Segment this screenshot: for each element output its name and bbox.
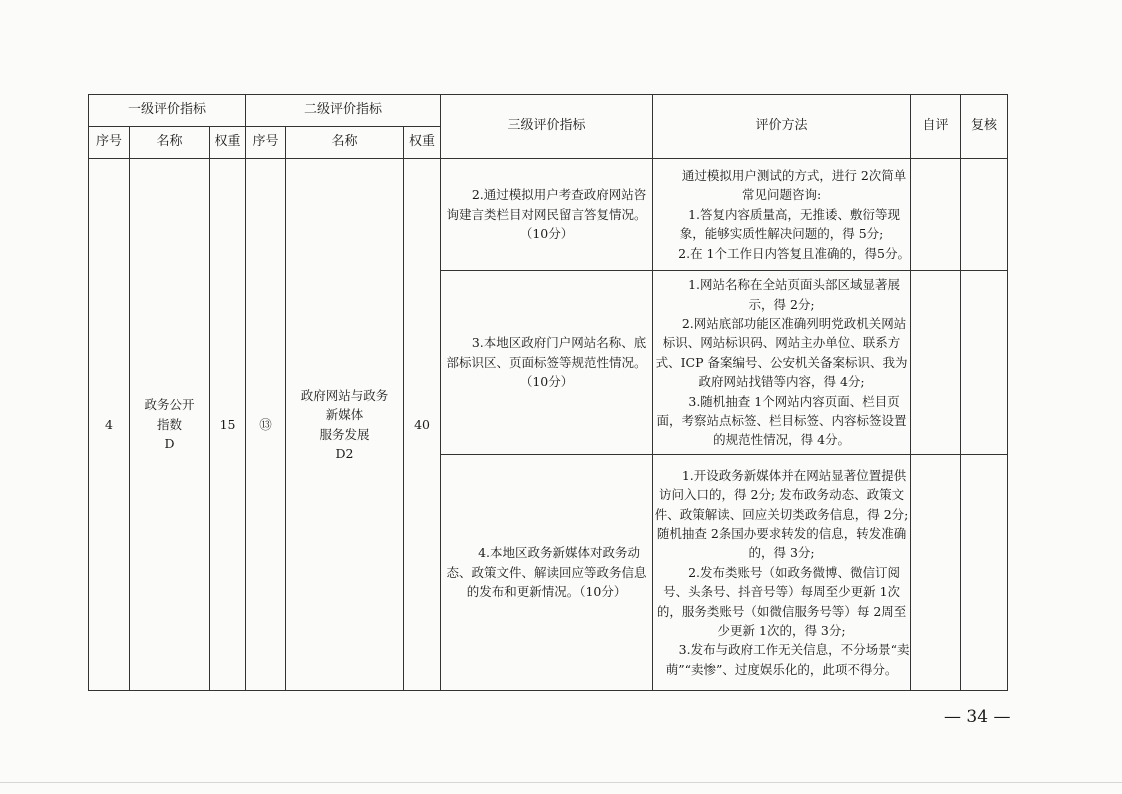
evaluation-table bbox=[88, 94, 1008, 691]
header-l2-weight: 权重 bbox=[404, 127, 441, 159]
l1-weight: 15 bbox=[210, 159, 246, 691]
method-2-line: 2.网站底部功能区准确列明党政机关网站标识、网站标识码、网站主办单位、联系方式、ICP 备案编号、公安机关备案标识、我为政府网站找错等内容，得 4分; bbox=[655, 316, 908, 390]
method-3-line: 2.发布类账号（如政务微博、微信订阅号、头条号、抖音号等）每周至少更新 1次的，服务类账号（如微信服务号等）每 2周至少更新 1次的，得 3分; bbox=[656, 564, 907, 638]
criterion-3: 4.本地区政务新媒体对政务动态、政策文件、解读回应等政务信息的发布和更新情况。（10分） bbox=[441, 455, 653, 691]
criterion-2: 3.本地区政府门户网站名称、底部标识区、页面标签等规范性情况。（10分） bbox=[441, 271, 653, 455]
l1-name-line1: 政务公开 bbox=[144, 397, 195, 413]
l1-name-line3: D bbox=[164, 436, 175, 452]
l2-name-line3: 服务发展 bbox=[319, 426, 370, 442]
review-score-3[interactable] bbox=[961, 455, 1008, 691]
method-3-line: 3.发布与政府工作无关信息，不分场景“卖萌”“卖惨”、过度娱乐化的，此项不得分。 bbox=[665, 642, 910, 677]
l1-name-line2: 指数 bbox=[156, 416, 182, 432]
l1-name bbox=[130, 159, 210, 691]
header-level1: 一级评价指标 bbox=[89, 95, 246, 127]
self-score-3[interactable] bbox=[911, 455, 961, 691]
l2-weight: 40 bbox=[404, 159, 441, 691]
method-1-line: 1.答复内容质量高，无推诿、敷衍等现象，能够实质性解决问题的，得 5分; bbox=[679, 206, 901, 242]
method-3-line: 1.开设政务新媒体并在网站显著位置提供访问入口的，得 2分; 发布政务动态、政策文件、政策解读、回应关切类政务信息，得 2分; 随机抽查 2条国办要求转发的信息，转发准确的，得 3分; bbox=[654, 467, 909, 561]
header-method: 评价方法 bbox=[653, 95, 911, 159]
method-1 bbox=[653, 159, 911, 271]
header-self: 自评 bbox=[911, 95, 961, 159]
method-2 bbox=[653, 271, 911, 455]
review-score-1[interactable] bbox=[961, 159, 1008, 271]
method-1-line: 2.在 1个工作日内答复且准确的，得5分。 bbox=[678, 245, 910, 261]
l2-name-line1: 政府网站与政务 bbox=[300, 387, 389, 403]
header-l2-seq: 序号 bbox=[246, 127, 286, 159]
method-3 bbox=[653, 455, 911, 691]
header-review: 复核 bbox=[961, 95, 1008, 159]
header-l1-name: 名称 bbox=[130, 127, 210, 159]
l2-name-line4: D2 bbox=[335, 445, 354, 461]
criterion-1: 2.通过模拟用户考查政府网站咨询建言类栏目对网民留言答复情况。（10分） bbox=[441, 159, 653, 271]
header-l1-weight: 权重 bbox=[210, 127, 246, 159]
header-l2-name: 名称 bbox=[286, 127, 404, 159]
review-score-2[interactable] bbox=[961, 271, 1008, 455]
l2-seq: ⑬ bbox=[246, 159, 286, 691]
self-score-1[interactable] bbox=[911, 159, 961, 271]
method-2-line: 1.网站名称在全站页面头部区域显著展示，得 2分; bbox=[688, 277, 901, 312]
method-1-line: 通过模拟用户测试的方式，进行 2次简单常见问题咨询: bbox=[681, 168, 907, 203]
l2-name-line2: 新媒体 bbox=[325, 407, 364, 423]
header-l1-seq: 序号 bbox=[89, 127, 130, 159]
l2-name bbox=[286, 159, 404, 691]
header-level2: 二级评价指标 bbox=[246, 95, 441, 127]
page-number: — 34 — bbox=[944, 707, 1011, 727]
header-level3: 三级评价指标 bbox=[441, 95, 653, 159]
l1-seq: 4 bbox=[89, 159, 130, 691]
method-2-line: 3.随机抽查 1个网站内容页面、栏目页面，考察站点标签、栏目标签、内容标签设置的规范性情况，得 4分。 bbox=[656, 393, 907, 448]
scan-edge-divider bbox=[0, 782, 1122, 783]
self-score-2[interactable] bbox=[911, 271, 961, 455]
